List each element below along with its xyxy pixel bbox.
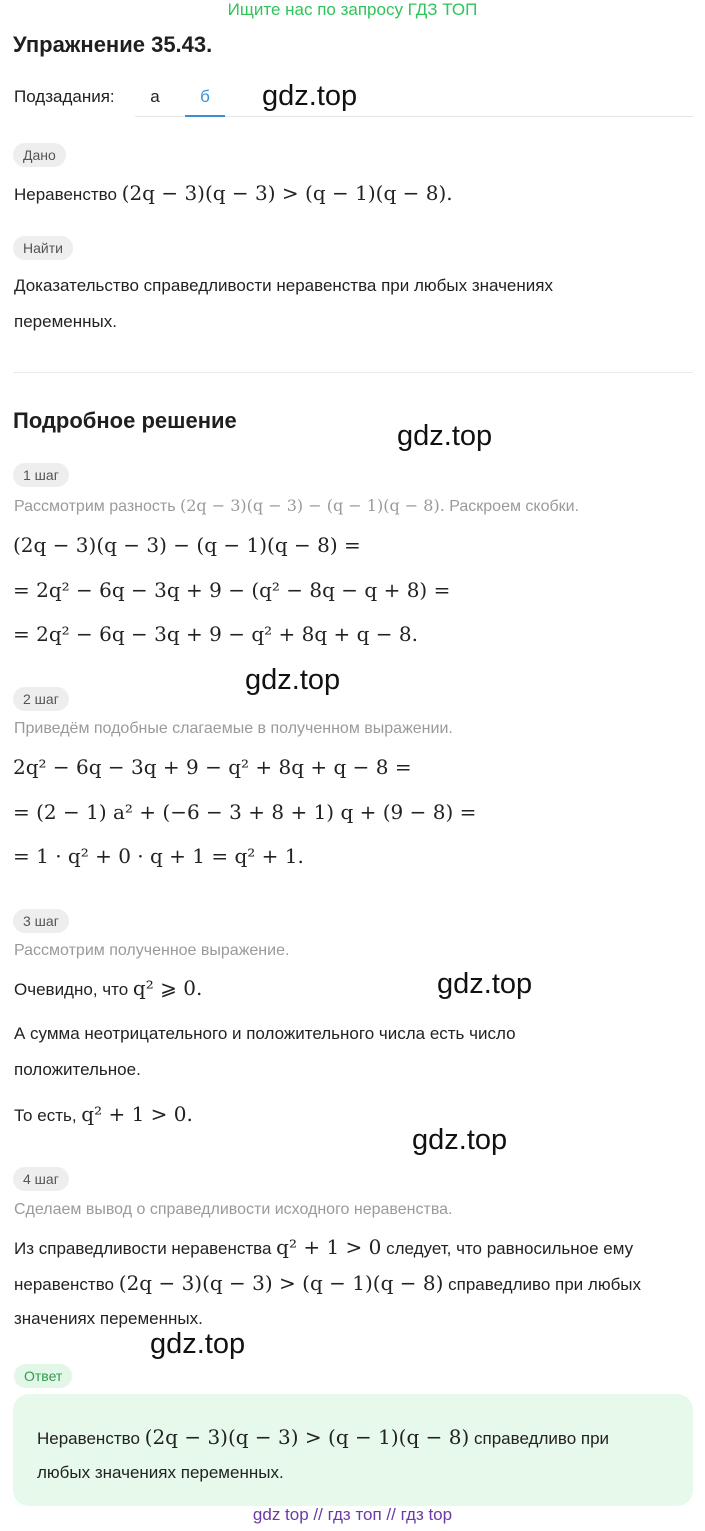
promo-banner: Ищите нас по запросу ГДЗ ТОП: [227, 0, 478, 19]
find-line-2: переменных.: [14, 312, 117, 331]
step-3-text-4: [14, 1096, 193, 1134]
watermark: gdz.top: [412, 1124, 508, 1156]
given-prefix: Неравенство: [14, 185, 117, 204]
step-1-line-3: = 2q² − 6q − 3q + 9 − q² + 8q + q − 8.: [13, 622, 418, 646]
step-1-note-prefix: Рассмотрим разность: [14, 498, 176, 515]
step-4-l2-suffix: справедливо при любых: [448, 1275, 642, 1294]
answer-prefix: Неравенство: [37, 1429, 140, 1448]
step-4-badge: 4 шаг: [13, 1167, 69, 1191]
given-text: [14, 175, 453, 213]
step-2-line-1: 2q² − 6q − 3q + 9 − q² + 8q + q − 8 =: [13, 755, 412, 779]
step-4-line-1: [14, 1229, 633, 1267]
step-1-note-suffix: Раскроем скобки.: [449, 498, 580, 515]
answer-badge: Ответ: [14, 1364, 72, 1388]
step-3-text-1: [14, 970, 202, 1008]
footer-links[interactable]: gdz top // гдз топ // гдз top: [252, 1505, 453, 1524]
step-2-badge: 2 шаг: [13, 687, 69, 711]
watermark: gdz.top: [245, 664, 341, 696]
step-2-line-3: = 1 · q² + 0 · q + 1 = q² + 1.: [13, 844, 304, 868]
tab-subtask-b[interactable]: б: [185, 87, 225, 117]
step-1-badge: 1 шаг: [13, 463, 69, 487]
step-3-t4-formula: q² + 1 > 0.: [81, 1102, 193, 1126]
step-3-text-2: А сумма неотрицательного и положительного числа есть число: [14, 1024, 516, 1043]
given-formula: (2q − 3)(q − 3) > (q − 1)(q − 8).: [121, 181, 453, 205]
watermark: gdz.top: [397, 420, 493, 452]
step-4-note: Сделаем вывод о справедливости исходного неравенства.: [14, 1201, 453, 1218]
tab-subtask-a[interactable]: а: [150, 87, 160, 106]
step-2-line-2: = (2 − 1) a² + (−6 − 3 + 8 + 1) q + (9 − 8) =: [13, 800, 477, 824]
step-3-t1-formula: q² ⩾ 0.: [132, 976, 203, 1000]
step-1-note: [14, 496, 579, 516]
given-badge: Дано: [13, 143, 66, 167]
find-badge: Найти: [13, 236, 73, 260]
step-4-l2-prefix: неравенство: [14, 1275, 115, 1294]
step-3-t4-prefix: То есть,: [14, 1106, 77, 1125]
subtask-tabs: [135, 80, 693, 117]
step-1-line-2: = 2q² − 6q − 3q + 9 − (q² − 8q − q + 8) =: [13, 578, 451, 602]
step-2-note: Приведём подобные слагаемые в полученном выражении.: [14, 720, 453, 737]
step-4-line-2: [14, 1265, 641, 1303]
exercise-title: Упражнение 35.43.: [13, 32, 213, 57]
watermark: gdz.top: [150, 1328, 246, 1360]
solution-title: Подробное решение: [13, 408, 237, 433]
step-3-note: Рассмотрим полученное выражение.: [14, 942, 290, 959]
step-4-line-3: значениях переменных.: [14, 1309, 203, 1328]
step-1-line-1: (2q − 3)(q − 3) − (q − 1)(q − 8) =: [13, 533, 361, 557]
step-4-l2-formula: (2q − 3)(q − 3) > (q − 1)(q − 8): [118, 1271, 444, 1295]
watermark: gdz.top: [437, 968, 533, 1000]
answer-formula: (2q − 3)(q − 3) > (q − 1)(q − 8): [144, 1425, 470, 1449]
answer-line-2: любых значениях переменных.: [37, 1463, 284, 1482]
step-3-badge: 3 шаг: [13, 909, 69, 933]
step-1-note-formula: (2q − 3)(q − 3) − (q − 1)(q − 8).: [180, 496, 445, 515]
find-line-1: Доказательство справедливости неравенства при любых значениях: [14, 276, 553, 295]
divider: [13, 372, 693, 373]
answer-suffix: справедливо при: [474, 1429, 610, 1448]
step-4-l1-prefix: Из справедливости неравенства: [14, 1239, 272, 1258]
step-3-text-3: положительное.: [14, 1060, 141, 1079]
watermark: gdz.top: [262, 80, 358, 112]
subtasks-label: Подзадания:: [14, 87, 115, 106]
answer-line-1: [37, 1419, 609, 1457]
step-4-l1-suffix: следует, что равносильное ему: [386, 1239, 634, 1258]
step-3-t1-prefix: Очевидно, что: [14, 980, 129, 999]
step-4-l1-formula: q² + 1 > 0: [276, 1235, 382, 1259]
